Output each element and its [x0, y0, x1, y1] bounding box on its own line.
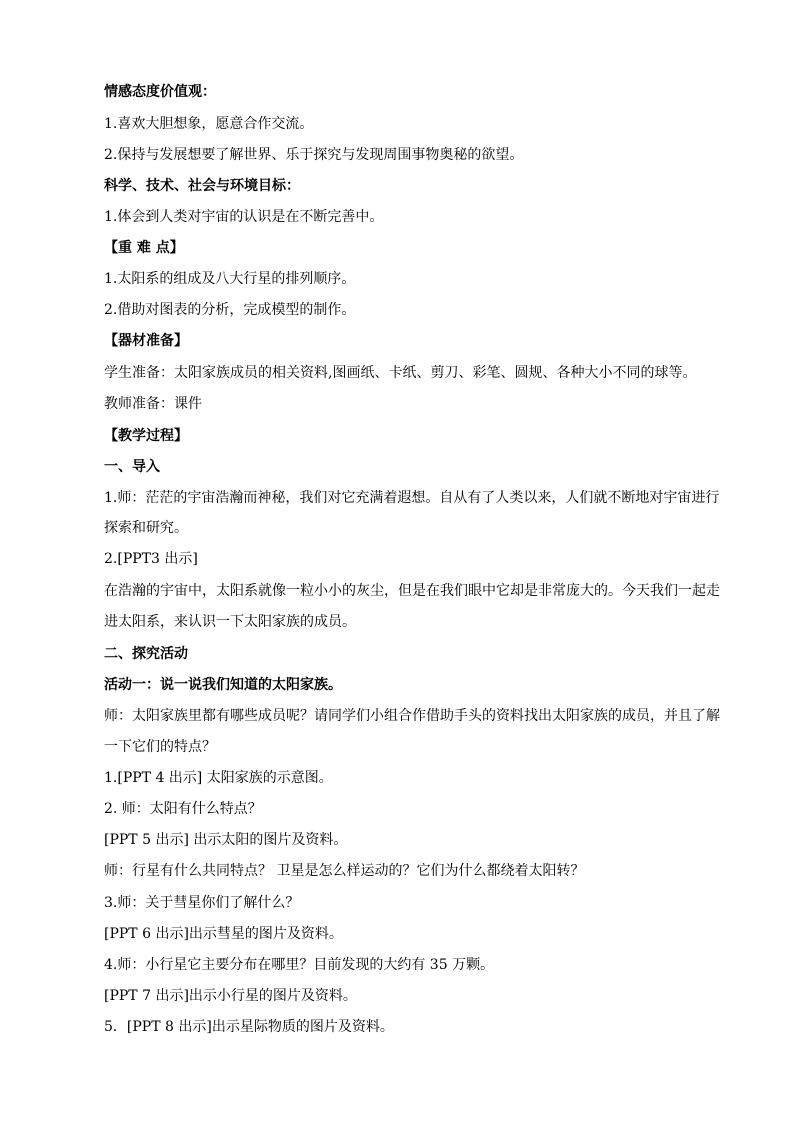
heading-stse-goals: 科学、技术、社会与环境目标： — [104, 178, 300, 194]
paragraph: 1.太阳系的组成及八大行星的排列顺序。 — [104, 271, 356, 287]
paragraph: 师：太阳家族里都有哪些成员呢？请同学们小组合作借助手头的资料找出太阳家族的成员，并且了解 — [104, 708, 720, 724]
paragraph: 2.借助对图表的分析，完成模型的制作。 — [104, 302, 356, 318]
heading-key-points: 【重 难 点】 — [104, 240, 184, 256]
paragraph: 2. 师：太阳有什么特点？ — [104, 801, 262, 817]
paragraph: 探索和研究。 — [104, 520, 188, 536]
paragraph: [PPT 7 出示]出示小行星的图片及资料。 — [104, 988, 357, 1004]
paragraph: 进太阳系，来认识一下太阳家族的成员。 — [104, 614, 356, 630]
paragraph: 一下它们的特点？ — [104, 739, 216, 755]
paragraph: 4.师：小行星它主要分布在哪里？目前发现的大约有 35 万颗。 — [104, 957, 495, 973]
paragraph: 1.喜欢大胆想象，愿意合作交流。 — [104, 116, 314, 132]
paragraph: 5．[PPT 8 出示]出示星际物质的图片及资料。 — [104, 1019, 394, 1035]
paragraph: 1.[PPT 4 出示] 太阳家族的示意图。 — [104, 770, 333, 786]
paragraph: 3.师：关于彗星你们了解什么？ — [104, 895, 300, 911]
heading-inquiry: 二、探究活动 — [104, 646, 188, 662]
paragraph: 学生准备：太阳家族成员的相关资料,图画纸、卡纸、剪刀、彩笔、圆规、各种大小不同的球等。 — [104, 365, 697, 381]
heading-activity-one: 活动一：说一说我们知道的太阳家族。 — [104, 677, 342, 693]
heading-materials: 【器材准备】 — [104, 333, 188, 349]
heading-emotion-values: 情感态度价值观： — [104, 84, 216, 100]
paragraph: 师：行星有什么共同特点？ 卫星是怎么样运动的？它们为什么都绕着太阳转？ — [104, 863, 585, 879]
paragraph: 在浩瀚的宇宙中，太阳系就像一粒小小的灰尘，但是在我们眼中它却是非常庞大的。今天我们一起走 — [104, 583, 720, 599]
paragraph: 2.保持与发展想要了解世界、乐于探究与发现周围事物奥秘的欲望。 — [104, 147, 524, 163]
paragraph: 1.师：茫茫的宇宙浩瀚而神秘，我们对它充满着遐想。自从有了人类以来，人们就不断地对宇宙进行 — [104, 490, 720, 506]
paragraph: [PPT 5 出示] 出示太阳的图片及资料。 — [104, 832, 348, 848]
heading-teaching-process: 【教学过程】 — [104, 428, 188, 444]
heading-introduction: 一、导入 — [104, 459, 160, 475]
paragraph: 教师准备：课件 — [104, 396, 202, 412]
paragraph: [PPT 6 出示]出示彗星的图片及资料。 — [104, 926, 343, 942]
paragraph: 1.体会到人类对宇宙的认识是在不断完善中。 — [104, 209, 384, 225]
paragraph: 2.[PPT3 出示] — [104, 551, 198, 567]
